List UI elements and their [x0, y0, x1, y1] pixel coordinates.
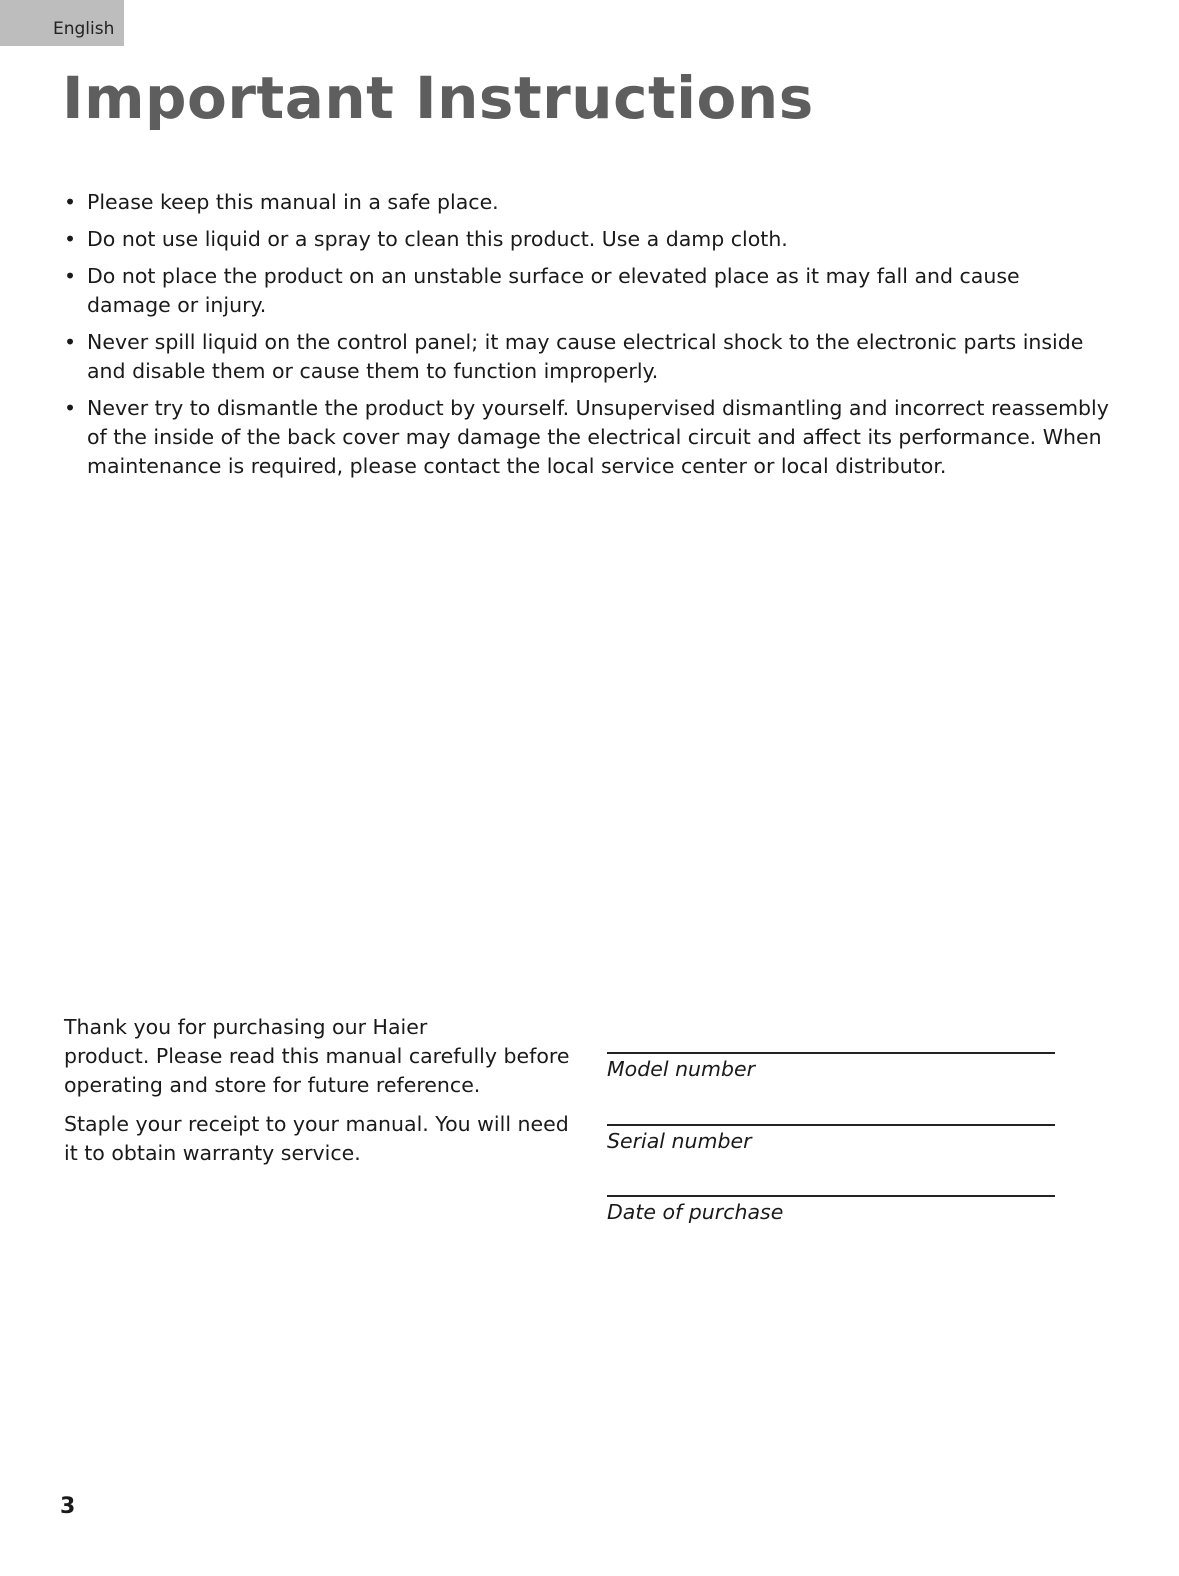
- bullet-icon: •: [64, 264, 77, 288]
- receipt-paragraph: Staple your receipt to your manual. You will need it to obtain warranty service.: [64, 1112, 569, 1165]
- serial-number-field: Serial number: [607, 1124, 1055, 1153]
- bullet-icon: •: [64, 227, 77, 251]
- bullet-icon: •: [64, 330, 77, 354]
- page-number: 3: [60, 1494, 76, 1519]
- language-label: English: [53, 19, 115, 39]
- model-number-field: Model number: [607, 1052, 1055, 1081]
- instruction-item: • Do not use liquid or a spray to clean this product. Use a damp cloth.: [64, 225, 1154, 254]
- instruction-item: • Do not place the product on an unstable surface or elevated place as it may fall and cause damage or injury.: [64, 264, 1020, 317]
- instruction-list: [64, 188, 1154, 489]
- instruction-item: • Please keep this manual in a safe place.: [64, 188, 1154, 217]
- language-tab: [0, 0, 124, 46]
- date-of-purchase-field: Date of purchase: [607, 1195, 1055, 1224]
- page-title: Important Instructions: [62, 64, 814, 132]
- instruction-item: • Never spill liquid on the control panel; it may cause electrical shock to the electronic parts inside and disable them or cause them to function improperly.: [64, 330, 1084, 383]
- thank-you-paragraph: Thank you for purchasing our Haier product. Please read this manual carefully before operating and store for future reference.: [64, 1015, 570, 1097]
- thank-you-note: [64, 1013, 569, 1178]
- instruction-item: • Never try to dismantle the product by yourself. Unsupervised dismantling and incorrect reassembly of the inside of the back cover may damage the electrical circuit and affect its performance. When maintenance is required, please contact the local service center or local distributor.: [64, 396, 1109, 478]
- bullet-icon: •: [64, 396, 77, 420]
- bullet-icon: •: [64, 190, 77, 214]
